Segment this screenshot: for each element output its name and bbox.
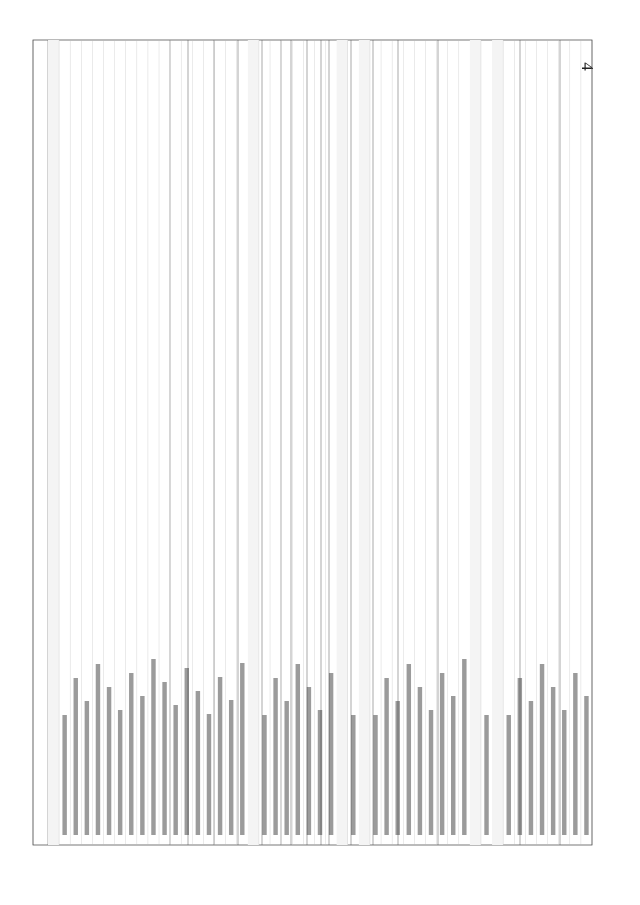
row-text-placeholder: [140, 696, 144, 835]
row-text-placeholder: [507, 715, 511, 835]
row-text-placeholder: [407, 664, 411, 835]
group-heading-row-0: [48, 40, 59, 845]
row-text-placeholder: [74, 678, 78, 835]
row-text-placeholder: [218, 677, 222, 835]
row-text-placeholder: [584, 696, 588, 835]
row-text-placeholder: [440, 673, 444, 835]
row-text-placeholder: [96, 664, 100, 835]
row-text-placeholder: [129, 673, 133, 835]
row-text-placeholder: [229, 700, 233, 835]
row-text-placeholder: [307, 687, 311, 835]
row-text-placeholder: [551, 687, 555, 835]
row-text-placeholder: [118, 710, 122, 835]
row-text-placeholder: [85, 701, 89, 835]
row-text-placeholder: [107, 687, 111, 835]
row-text-placeholder: [262, 715, 266, 835]
row-text-placeholder: [573, 673, 577, 835]
group-heading-row-4: [470, 40, 481, 845]
row-text-placeholder: [451, 696, 455, 835]
row-text-placeholder: [395, 701, 399, 835]
group-heading-row-2: [337, 40, 348, 845]
group-heading-row-1: [248, 40, 259, 845]
group-heading-row-5: [492, 40, 503, 845]
row-text-placeholder: [529, 701, 533, 835]
row-text-placeholder: [373, 715, 377, 835]
row-text-placeholder: [418, 687, 422, 835]
row-text-placeholder: [540, 664, 544, 835]
page-number: 4: [577, 62, 597, 71]
row-text-placeholder: [329, 673, 333, 835]
row-text-placeholder: [240, 663, 244, 835]
row-text-placeholder: [462, 659, 466, 835]
row-text-placeholder: [151, 659, 155, 835]
row-text-placeholder: [296, 664, 300, 835]
row-text-placeholder: [384, 678, 388, 835]
row-text-placeholder: [62, 715, 66, 835]
row-text-placeholder: [207, 714, 211, 835]
row-text-placeholder: [518, 678, 522, 835]
row-text-placeholder: [162, 682, 166, 835]
row-text-placeholder: [185, 668, 189, 835]
row-text-placeholder: [284, 701, 288, 835]
row-text-placeholder: [318, 710, 322, 835]
row-text-placeholder: [196, 691, 200, 835]
row-text-placeholder: [173, 705, 177, 835]
group-heading-row-3: [359, 40, 370, 845]
row-text-placeholder: [484, 715, 488, 835]
row-text-placeholder: [351, 715, 355, 835]
row-text-placeholder: [273, 678, 277, 835]
row-text-placeholder: [429, 710, 433, 835]
row-text-placeholder: [562, 710, 566, 835]
